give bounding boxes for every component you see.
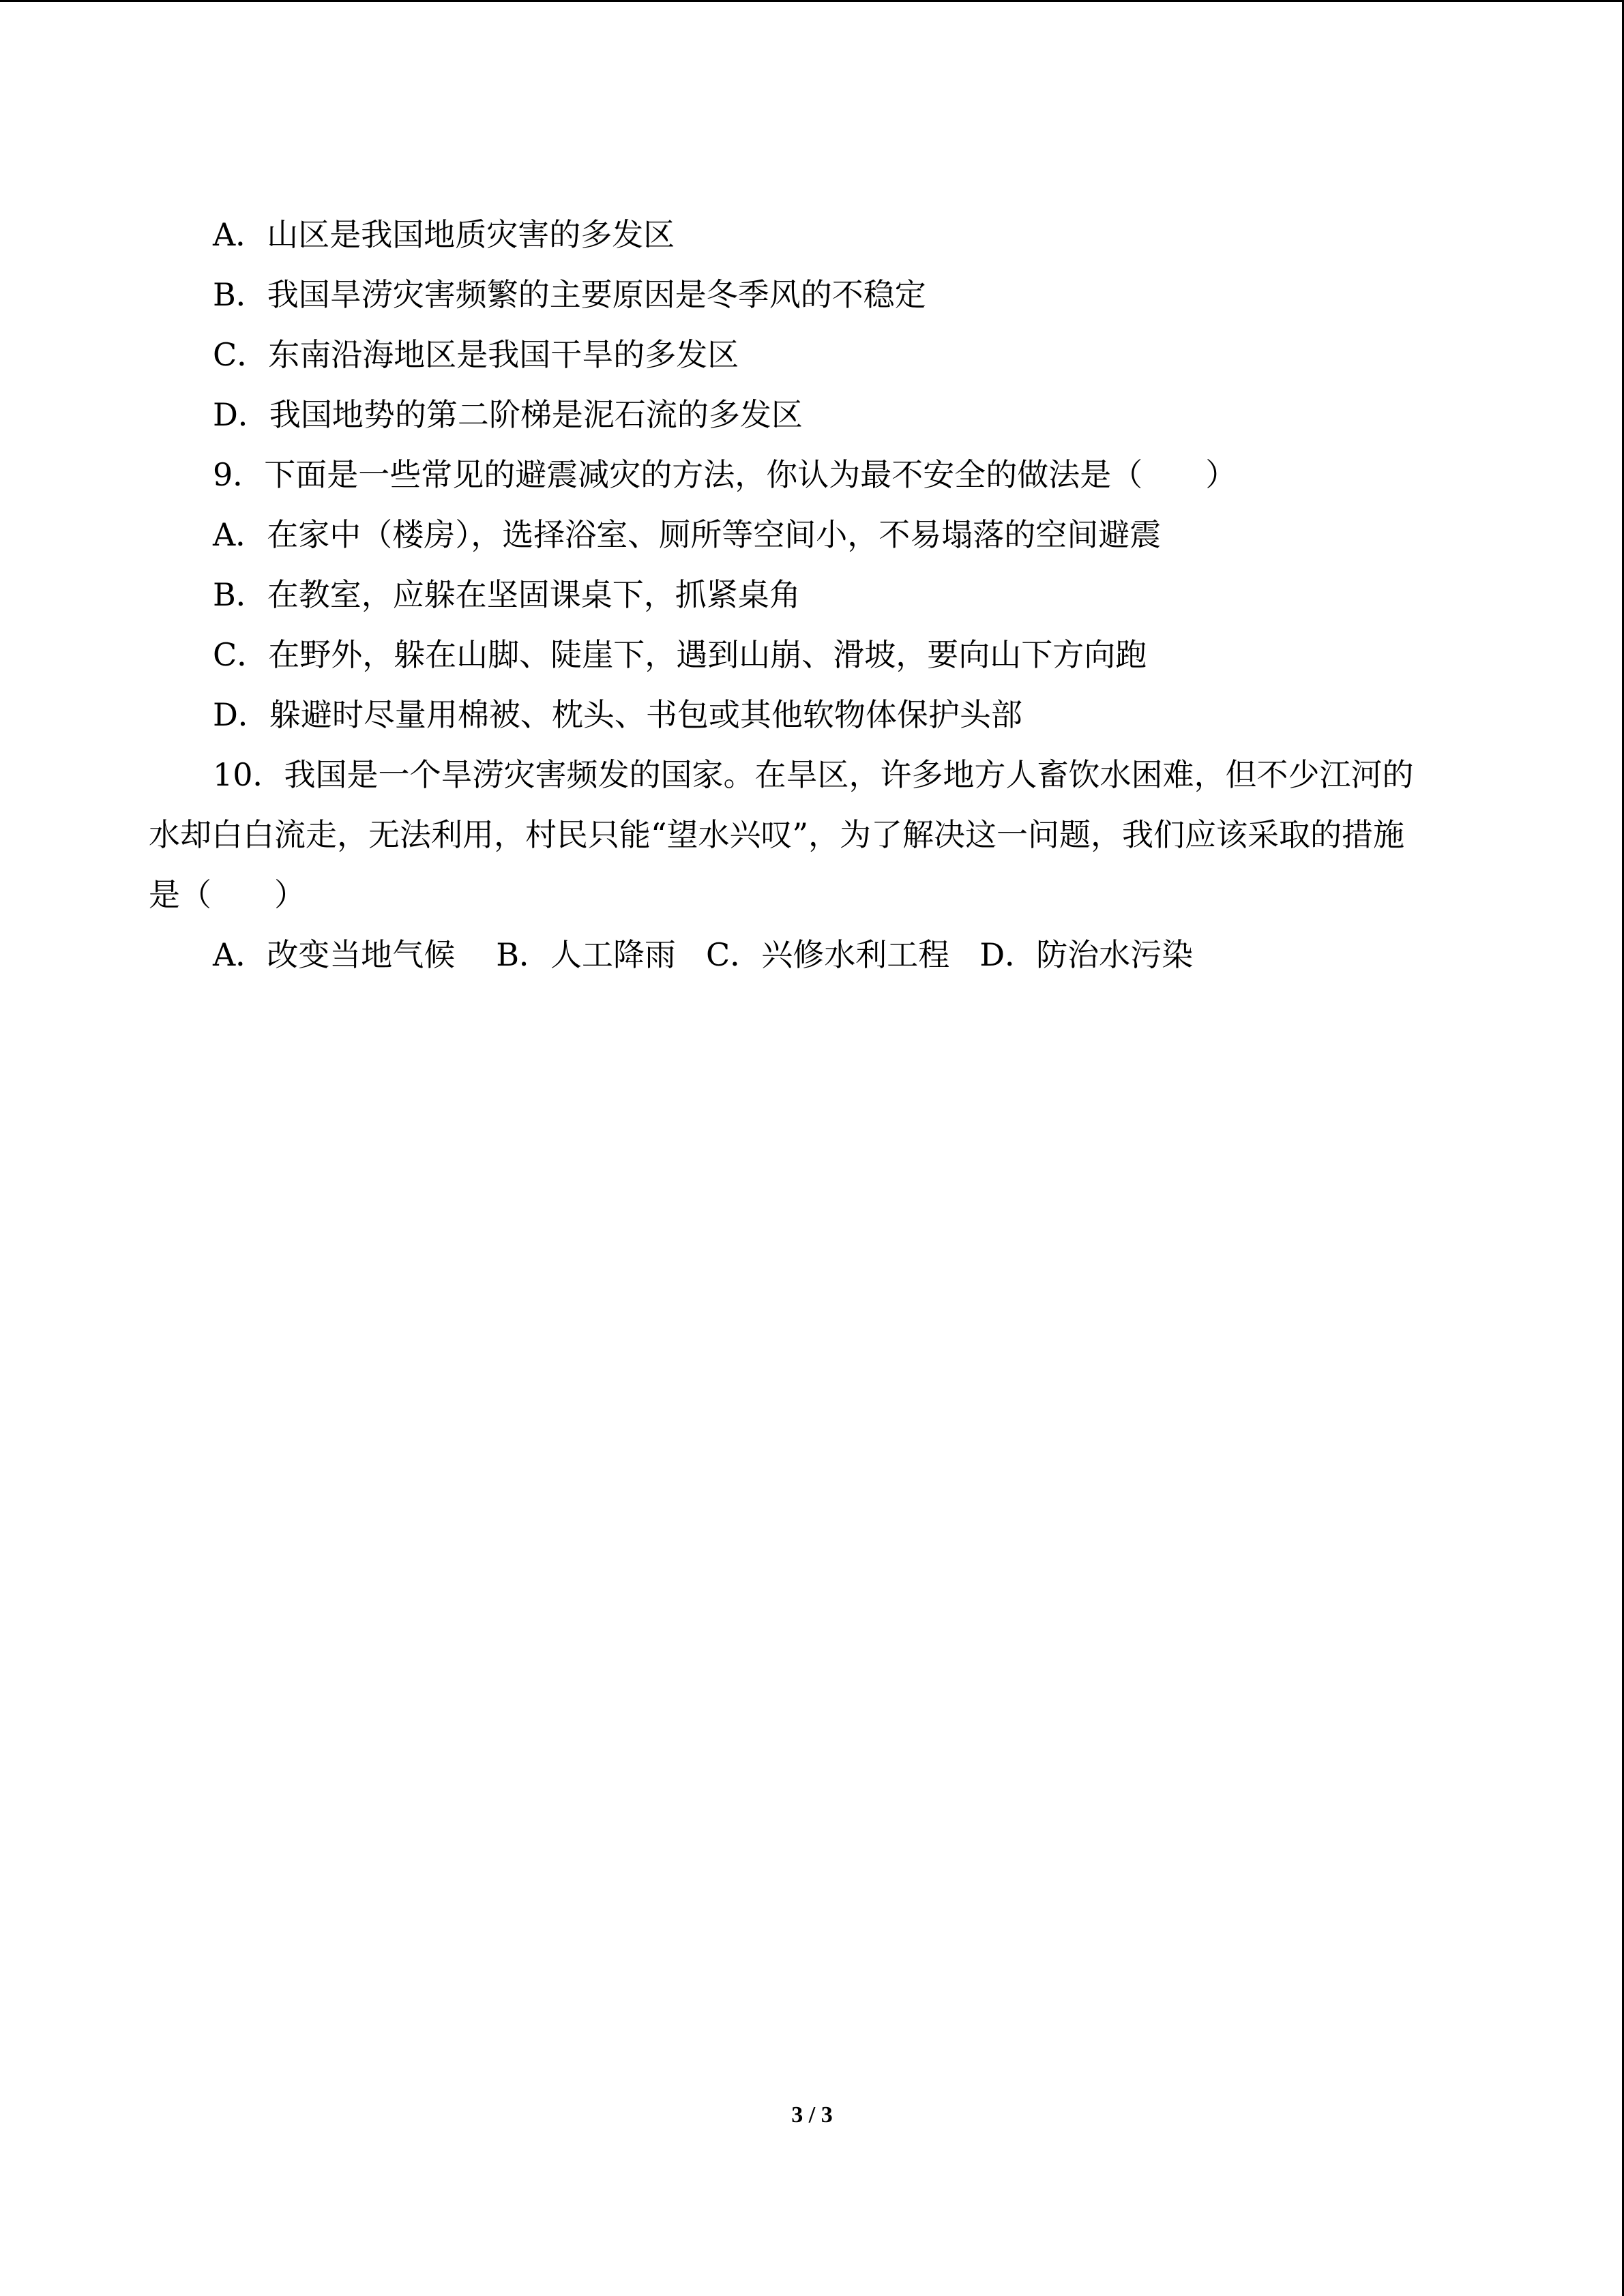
q9-stem: 9．下面是一些常见的避震减灾的方法，你认为最不安全的做法是（ ） bbox=[213, 456, 1237, 493]
q10-stem-line1: 10．我国是一个旱涝灾害频发的国家。在旱区，许多地方人畜饮水困难，但不少江河的 bbox=[213, 756, 1414, 793]
q9-option-d: D．躲避时尽量用棉被、枕头、书包或其他软物体保护头部 bbox=[213, 696, 1022, 733]
top-border-line bbox=[0, 0, 1624, 2]
q10-stem-line3: 是（ ） bbox=[149, 876, 306, 913]
q8-option-c: C．东南沿海地区是我国干旱的多发区 bbox=[213, 336, 739, 373]
q8-option-a: A．山区是我国地质灾害的多发区 bbox=[213, 216, 675, 253]
q10-option-c: C．兴修水利工程 bbox=[706, 936, 950, 973]
q10-options-row bbox=[149, 925, 1479, 985]
document-body bbox=[149, 205, 1479, 985]
q9-option-a: A．在家中（楼房），选择浴室、厕所等空间小，不易塌落的空间避震 bbox=[213, 516, 1162, 553]
q8-option-d: D．我国地势的第二阶梯是泥石流的多发区 bbox=[213, 396, 803, 433]
q9-option-c: C．在野外，躲在山脚、陡崖下，遇到山崩、滑坡，要向山下方向跑 bbox=[213, 636, 1147, 673]
q10-stem-line2: 水却白白流走，无法利用，村民只能“望水兴叹”，为了解决这一问题，我们应该采取的措施 bbox=[149, 816, 1405, 853]
q8-option-b: B．我国旱涝灾害频繁的主要原因是冬季风的不稳定 bbox=[213, 276, 926, 313]
q10-option-d: D．防治水污染 bbox=[979, 936, 1194, 973]
q10-option-a: A．改变当地气候 bbox=[213, 936, 456, 973]
q9-option-b: B．在教室，应躲在坚固课桌下，抓紧桌角 bbox=[213, 576, 801, 613]
page-number: 3 / 3 bbox=[791, 2102, 833, 2128]
q10-option-b: B．人工降雨 bbox=[496, 936, 677, 973]
